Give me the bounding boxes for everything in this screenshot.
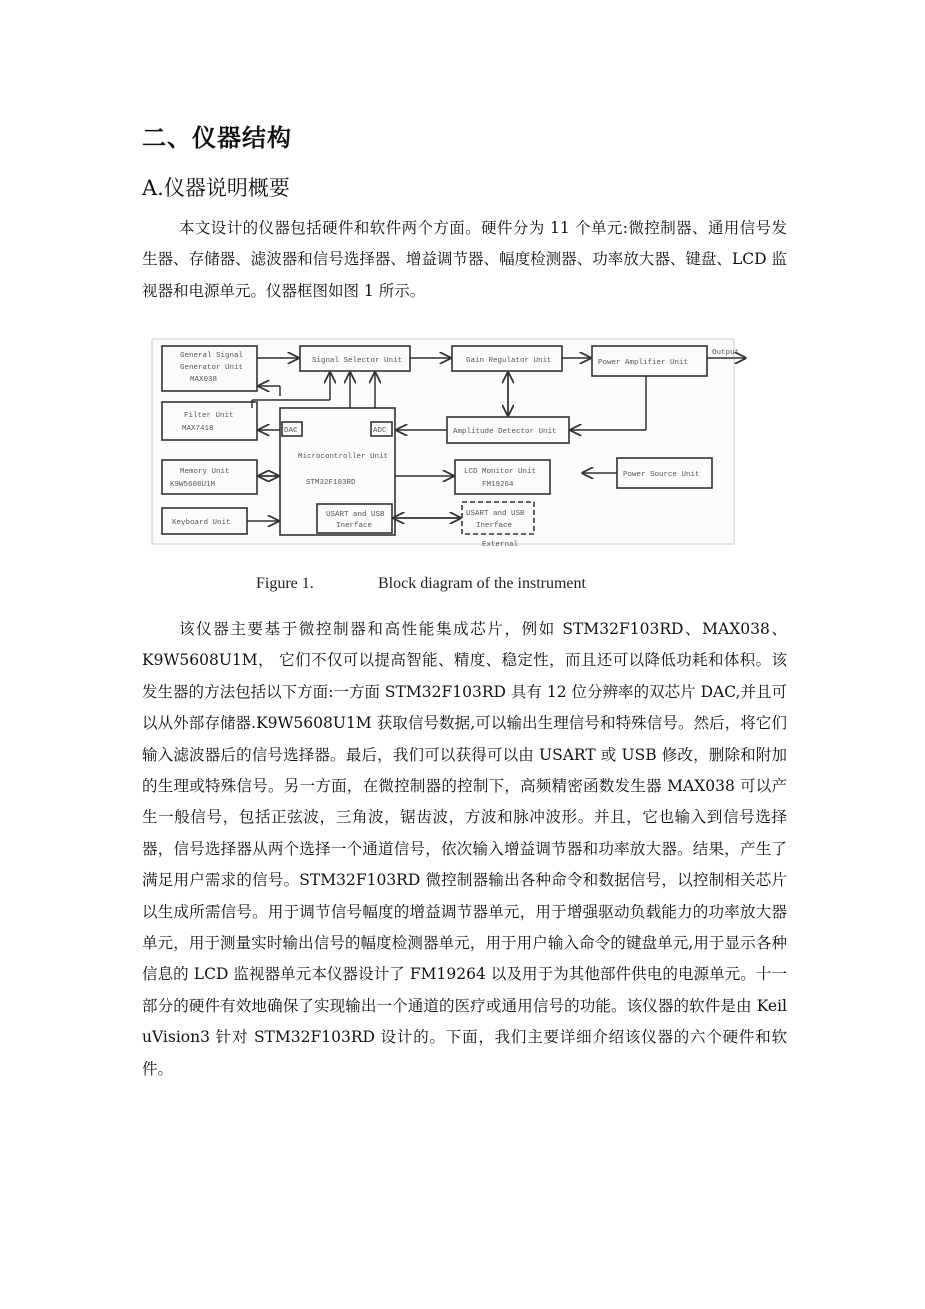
usart-internal-line1: USART and USB: [326, 511, 385, 519]
filter-line1: Filter Unit: [184, 412, 234, 420]
usart-external-line2: Inerface: [476, 522, 513, 530]
lcd-line1: LCD Monitor Unit: [464, 468, 537, 476]
memory-line2: K9W5608U1M: [170, 481, 216, 489]
figure-caption-number: Figure 1.: [256, 575, 314, 592]
lcd-line2: FM19264: [482, 481, 514, 489]
general-signal-line1: General Signal: [180, 352, 244, 360]
external-label: External: [482, 541, 519, 549]
block-diagram-figure: [150, 336, 756, 604]
mcu-line2: STM32F103RD: [306, 479, 356, 487]
dac-label: DAC: [284, 427, 298, 435]
figure-caption-text: Block diagram of the instrument: [378, 575, 586, 592]
block-diagram: [150, 336, 756, 571]
output-label: Output: [712, 349, 740, 357]
power-source-label: Power Source Unit: [623, 471, 700, 479]
section-title: 二、仪器结构: [142, 124, 292, 152]
memory-line1: Memory Unit: [180, 468, 230, 476]
keyboard-label: Keyboard Unit: [172, 519, 231, 527]
amplitude-detector-label: Amplitude Detector Unit: [453, 428, 557, 436]
subsection-title: A.仪器说明概要: [142, 176, 290, 200]
general-signal-line2: Generator Unit: [180, 364, 244, 372]
mcu-line1: Microcontroller Unit: [298, 453, 389, 461]
adc-label: ADC: [373, 427, 387, 435]
power-amplifier-label: Power Amplifier Unit: [598, 359, 689, 367]
paragraph-body: 该仪器主要基于微控制器和高性能集成芯片，例如 STM32F103RD、MAX038、K9W5608U1M， 它们不仅可以提高智能、精度、稳定性，而且还可以降低功耗和体积。该发生器的方法包括以下方面:一方面 STM32F103RD 具有 12 位分辨率的双芯片 DAC,并且可以从外部存储器.K9W5608U1M 获取信号数据,可以输出生理信号和特殊信号。然后，将它们输入滤波器后的信号选择器。最后，我们可以获得可以由 USART 或 USB 修改，删除和附加的生理或特殊信号。另一方面，在微控制器的控制下，高频精密函数发生器 MAX038 可以产生一般信号，包括正弦波，三角波，锯齿波，方波和脉冲波形。并且，它也输入到信号选择器，信号选择器从两个选择一个通道信号，依次输入增益调节器和功率放大器。结果，产生了满足用户需求的信号。STM32F103RD 微控制器输出各种命令和数据信号，以控制相关芯片以生成所需信号。用于调节信号幅度的增益调节器单元，用于增强驱动负载能力的功率放大器单元，用于测量实时输出信号的幅度检测器单元，用于用户输入命令的键盘单元,用于显示各种信息的 LCD 监视器单元本仪器设计了 FM19264 以及用于为其他部件供电的电源单元。十一部分的硬件有效地确保了实现输出一个通道的医疗或通用信号的功能。该仪器的软件是由 Keil uVision3 针对 STM32F103RD 设计的。下面，我们主要详细介绍该仪器的六个硬件和软件。: [142, 620, 787, 1078]
gain-regulator-label: Gain Regulator Unit: [466, 357, 552, 365]
general-signal-line3: MAX038: [190, 376, 218, 384]
usart-internal-line2: Inerface: [336, 522, 373, 530]
paragraph-intro: 本文设计的仪器包括硬件和软件两个方面。硬件分为 11 个单元:微控制器、通用信号发生器、存储器、滤波器和信号选择器、增益调节器、幅度检测器、功率放大器、键盘、LCD 监视器和电源单元。仪器框图如图 1 所示。: [142, 219, 787, 300]
filter-line2: MAX7418: [182, 425, 214, 433]
usart-external-line1: USART and USB: [466, 510, 525, 518]
signal-selector-label: Signal Selector Unit: [312, 357, 403, 365]
figure-caption: [256, 575, 636, 597]
